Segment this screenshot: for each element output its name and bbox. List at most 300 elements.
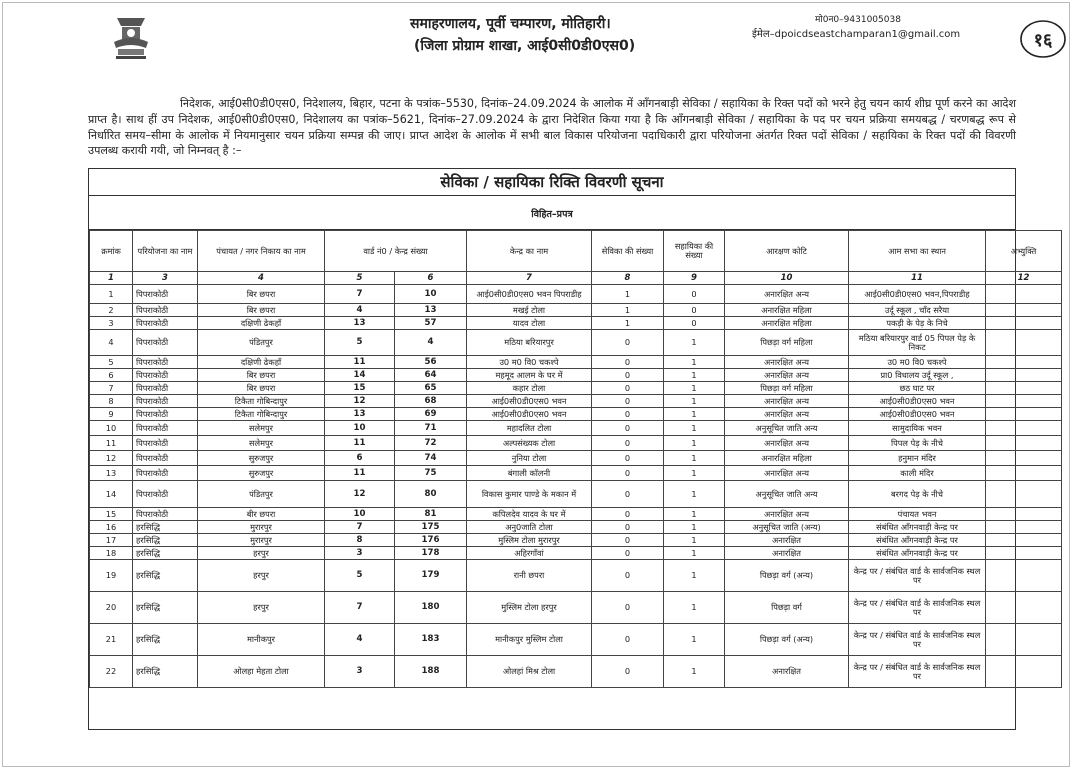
cell-panchayat: हरपुर (198, 547, 325, 560)
cell-ward: 4 (325, 624, 395, 656)
cell-panchayat: मुरारपुर (198, 534, 325, 547)
cell-centre-name: यादव टोला (467, 317, 592, 330)
cell-panchayat: मानीकपुर (198, 624, 325, 656)
cell-sahayika: 1 (664, 408, 725, 421)
cell-centre-number: 179 (395, 560, 467, 592)
cell-remarks (986, 534, 1062, 547)
cell-ward: 3 (325, 656, 395, 688)
cell-serial: 1 (90, 285, 133, 304)
cell-serial: 19 (90, 560, 133, 592)
cell-remarks (986, 547, 1062, 560)
cell-centre-number: 176 (395, 534, 467, 547)
cell-sevika: 0 (592, 382, 664, 395)
cell-project: हरसिद्धि (133, 534, 198, 547)
cell-reservation: अनारक्षित महिला (725, 304, 849, 317)
cell-reservation: अनारक्षित (725, 656, 849, 688)
cell-reservation: अनारक्षित (725, 534, 849, 547)
cell-serial: 7 (90, 382, 133, 395)
cell-ward: 7 (325, 521, 395, 534)
header-panchayat: पंचायत / नगर निकाय का नाम (198, 231, 325, 272)
cell-reservation: अनारक्षित अन्य (725, 508, 849, 521)
table-row (90, 534, 1062, 547)
cell-panchayat: सलेमपुर (198, 436, 325, 451)
cell-sahayika: 1 (664, 481, 725, 508)
cell-centre-number: 71 (395, 421, 467, 436)
cell-meeting-place: आई0सी0डी0एस0 भवन (849, 408, 986, 421)
table-row (90, 521, 1062, 534)
col-number: 5 (325, 272, 395, 285)
cell-sahayika: 1 (664, 451, 725, 466)
cell-ward: 6 (325, 451, 395, 466)
cell-centre-name: विकास कुमार पाण्डे के मकान में (467, 481, 592, 508)
cell-project: हरसिद्धि (133, 560, 198, 592)
cell-panchayat: बिर छपरा (198, 382, 325, 395)
cell-reservation: पिछड़ा वर्ग महिला (725, 382, 849, 395)
col-number: 10 (725, 272, 849, 285)
cell-centre-number: 56 (395, 356, 467, 369)
cell-panchayat: सलेमपुर (198, 421, 325, 436)
header-ward-centre: वार्ड नं0 / केन्द्र संख्या (325, 231, 467, 272)
cell-centre-name: कहार टोला (467, 382, 592, 395)
cell-remarks (986, 356, 1062, 369)
col-number: 9 (664, 272, 725, 285)
cell-project: हरसिद्धि (133, 624, 198, 656)
cell-sahayika: 1 (664, 592, 725, 624)
cell-remarks (986, 285, 1062, 304)
col-number: 1 (90, 272, 133, 285)
cell-remarks (986, 521, 1062, 534)
cell-sahayika: 1 (664, 421, 725, 436)
cell-remarks (986, 330, 1062, 356)
cell-centre-name: नुनिया टोला (467, 451, 592, 466)
cell-centre-number: 72 (395, 436, 467, 451)
cell-project: पिपराकोठी (133, 330, 198, 356)
table-row (90, 330, 1062, 356)
cell-ward: 12 (325, 481, 395, 508)
col-number: 11 (849, 272, 986, 285)
cell-ward: 12 (325, 395, 395, 408)
vacancy-table (89, 230, 1062, 688)
cell-remarks (986, 624, 1062, 656)
table-row (90, 436, 1062, 451)
page-stamp-number: १६ (1033, 30, 1053, 51)
cell-centre-number: 75 (395, 466, 467, 481)
cell-ward: 14 (325, 369, 395, 382)
col-number: 8 (592, 272, 664, 285)
cell-sevika: 0 (592, 451, 664, 466)
cell-project: पिपराकोठी (133, 421, 198, 436)
office-title: समाहरणालय, पूर्वी चम्पारण, मोतिहारी। (410, 16, 611, 32)
cell-panchayat: दक्षिणी ढेकहाँ (198, 317, 325, 330)
cell-centre-number: 57 (395, 317, 467, 330)
cell-centre-number: 80 (395, 481, 467, 508)
table-subtitle: विहित–प्रपत्र (531, 209, 573, 220)
table-row (90, 382, 1062, 395)
cell-meeting-place: हनुमान मंदिर (849, 451, 986, 466)
cell-sevika: 0 (592, 369, 664, 382)
col-number: 4 (198, 272, 325, 285)
cell-sahayika: 1 (664, 656, 725, 688)
cell-sevika: 0 (592, 330, 664, 356)
cell-serial: 22 (90, 656, 133, 688)
cell-panchayat: बिर छपरा (198, 304, 325, 317)
cell-meeting-place: काली मंदिर (849, 466, 986, 481)
header-sahayika-count: सहायिका की संख्या (664, 231, 725, 272)
cell-meeting-place: पंचायत भवन (849, 508, 986, 521)
cell-sahayika: 1 (664, 560, 725, 592)
cell-meeting-place: बरगद पेड़ के नीचे (849, 481, 986, 508)
cell-centre-number: 4 (395, 330, 467, 356)
header-reservation: आरक्षण कोटि (725, 231, 849, 272)
column-number-row (90, 272, 1062, 285)
cell-remarks (986, 408, 1062, 421)
header-remarks: अभ्युक्ति (986, 231, 1062, 272)
cell-sevika: 0 (592, 592, 664, 624)
cell-remarks (986, 436, 1062, 451)
cell-reservation: अनुसूचित जाति (अन्य) (725, 521, 849, 534)
table-row (90, 304, 1062, 317)
cell-reservation: अनारक्षित (725, 547, 849, 560)
cell-ward: 7 (325, 592, 395, 624)
cell-panchayat: ओलहा मेहता टोला (198, 656, 325, 688)
cell-panchayat: दक्षिणी ढेकहाँ (198, 356, 325, 369)
cell-sevika: 1 (592, 285, 664, 304)
table-row (90, 624, 1062, 656)
table-row (90, 421, 1062, 436)
cell-centre-number: 180 (395, 592, 467, 624)
cell-meeting-place: पिपल पेड़ के नीचे (849, 436, 986, 451)
cell-reservation: अनारक्षित अन्य (725, 369, 849, 382)
cell-sevika: 0 (592, 534, 664, 547)
cell-project: पिपराकोठी (133, 508, 198, 521)
cell-centre-name: मखई टोला (467, 304, 592, 317)
cell-reservation: अनारक्षित अन्य (725, 395, 849, 408)
cell-ward: 15 (325, 382, 395, 395)
table-row (90, 395, 1062, 408)
cell-project: पिपराकोठी (133, 317, 198, 330)
table-row (90, 481, 1062, 508)
email-address: ईमेल–dpoicdseastchamparan1@gmail.com (752, 29, 961, 40)
cell-serial: 11 (90, 436, 133, 451)
cell-meeting-place: उ0 म0 वि0 चकश्पे (849, 356, 986, 369)
cell-ward: 13 (325, 317, 395, 330)
cell-sahayika: 1 (664, 369, 725, 382)
cell-project: पिपराकोठी (133, 369, 198, 382)
cell-centre-number: 64 (395, 369, 467, 382)
cell-meeting-place: उर्दू स्कूल , चाँद सरैया (849, 304, 986, 317)
cell-sahayika: 1 (664, 508, 725, 521)
cell-remarks (986, 369, 1062, 382)
cell-sevika: 0 (592, 356, 664, 369)
cell-meeting-place: केन्द्र पर / संबंधित वार्ड के सार्वजनिक स्थल पर (849, 592, 986, 624)
cell-reservation: अनारक्षित अन्य (725, 466, 849, 481)
cell-project: पिपराकोठी (133, 356, 198, 369)
cell-serial: 10 (90, 421, 133, 436)
cell-project: हरसिद्धि (133, 521, 198, 534)
cell-sahayika: 0 (664, 317, 725, 330)
cell-serial: 8 (90, 395, 133, 408)
cell-project: पिपराकोठी (133, 466, 198, 481)
cell-panchayat: सुरुजपुर (198, 466, 325, 481)
cell-project: पिपराकोठी (133, 285, 198, 304)
table-row (90, 508, 1062, 521)
cell-centre-name: आई0सी0डी0एस0 भवन (467, 408, 592, 421)
cell-meeting-place: मठिया बरियारपुर वार्ड 05 पिपल पेड़ के निकट (849, 330, 986, 356)
cell-centre-name: आई0सी0डी0एस0 भवन पिपराडीह (467, 285, 592, 304)
cell-project: पिपराकोठी (133, 451, 198, 466)
cell-meeting-place: प्रा0 विधालय उर्दू स्कूल , (849, 369, 986, 382)
cell-panchayat: बिर छपरा (198, 285, 325, 304)
cell-centre-name: अल्पसंख्यक टोला (467, 436, 592, 451)
cell-sahayika: 1 (664, 521, 725, 534)
cell-project: पिपराकोठी (133, 481, 198, 508)
cell-reservation: अनारक्षित अन्य (725, 436, 849, 451)
cell-centre-name: कपिलदेव यादव के घर में (467, 508, 592, 521)
cell-sahayika: 1 (664, 534, 725, 547)
cell-sahayika: 1 (664, 395, 725, 408)
cell-sevika: 0 (592, 395, 664, 408)
cell-reservation: अनारक्षित अन्य (725, 408, 849, 421)
cell-project: पिपराकोठी (133, 304, 198, 317)
cell-centre-name: अनु0जाति टोला (467, 521, 592, 534)
table-row (90, 451, 1062, 466)
cell-serial: 12 (90, 451, 133, 466)
table-row (90, 369, 1062, 382)
cell-panchayat: बिर छपरा (198, 369, 325, 382)
cell-project: पिपराकोठी (133, 382, 198, 395)
cell-serial: 3 (90, 317, 133, 330)
cell-sevika: 0 (592, 508, 664, 521)
table-row (90, 317, 1062, 330)
cell-centre-name: महादलित टोला (467, 421, 592, 436)
cell-project: पिपराकोठी (133, 395, 198, 408)
cell-serial: 14 (90, 481, 133, 508)
cell-sahayika: 1 (664, 547, 725, 560)
cell-sevika: 0 (592, 421, 664, 436)
header-serial: क्रमांक (90, 231, 133, 272)
cell-centre-name: रानी छपरा (467, 560, 592, 592)
cell-project: हरसिद्धि (133, 592, 198, 624)
cell-serial: 9 (90, 408, 133, 421)
cell-reservation: अनारक्षित अन्य (725, 285, 849, 304)
table-row (90, 547, 1062, 560)
cell-reservation: पिछड़ा वर्ग (अन्य) (725, 624, 849, 656)
cell-remarks (986, 382, 1062, 395)
cell-reservation: अनारक्षित अन्य (725, 356, 849, 369)
cell-centre-number: 65 (395, 382, 467, 395)
cell-sahayika: 1 (664, 330, 725, 356)
cell-centre-name: आई0सी0डी0एस0 भवन (467, 395, 592, 408)
cell-centre-name: मठिया बरियारपुर (467, 330, 592, 356)
header-project: परियोजना का नाम (133, 231, 198, 272)
cell-centre-name: महमूद आलम के घर में (467, 369, 592, 382)
cell-ward: 11 (325, 356, 395, 369)
header-sevika-count: सेविका की संख्या (592, 231, 664, 272)
cell-meeting-place: केन्द्र पर / संबंधित वार्ड के सार्वजनिक स्थल पर (849, 560, 986, 592)
cell-reservation: पिछड़ा वर्ग महिला (725, 330, 849, 356)
cell-project: हरसिद्धि (133, 547, 198, 560)
page-number-stamp (1018, 18, 1068, 60)
table-body (90, 285, 1062, 688)
cell-centre-name: ओलहां मिश्र टोला (467, 656, 592, 688)
cell-panchayat: मुरारपुर (198, 521, 325, 534)
cell-centre-number: 69 (395, 408, 467, 421)
cell-sevika: 0 (592, 408, 664, 421)
cell-reservation: पिछड़ा वर्ग (अन्य) (725, 560, 849, 592)
table-row (90, 285, 1062, 304)
table-row (90, 656, 1062, 688)
cell-centre-number: 175 (395, 521, 467, 534)
branch-title: (जिला प्रोग्राम शाखा, आई0सी0डी0एस0) (414, 38, 636, 54)
cell-meeting-place: संबंधित आँगनवाड़ी केन्द्र पर (849, 534, 986, 547)
cell-sahayika: 1 (664, 382, 725, 395)
table-row (90, 408, 1062, 421)
cell-panchayat: हरपुर (198, 592, 325, 624)
cell-serial: 17 (90, 534, 133, 547)
cell-centre-name: मानीकपुर मुस्लिम टोला (467, 624, 592, 656)
cell-reservation: अनुसूचित जाति अन्य (725, 421, 849, 436)
cell-reservation: अनुसूचित जाति अन्य (725, 481, 849, 508)
cell-remarks (986, 304, 1062, 317)
cell-project: पिपराकोठी (133, 436, 198, 451)
cell-panchayat: बीर छपरा (198, 508, 325, 521)
cell-remarks (986, 395, 1062, 408)
cell-sevika: 0 (592, 481, 664, 508)
cell-serial: 16 (90, 521, 133, 534)
cell-ward: 5 (325, 330, 395, 356)
cell-centre-number: 81 (395, 508, 467, 521)
cell-centre-name: मुस्लिम टोला मुरारपुर (467, 534, 592, 547)
cell-serial: 6 (90, 369, 133, 382)
cell-reservation: पिछड़ा वर्ग (725, 592, 849, 624)
cell-centre-number: 13 (395, 304, 467, 317)
cell-sevika: 0 (592, 436, 664, 451)
cell-reservation: अनारक्षित महिला (725, 317, 849, 330)
cell-sevika: 0 (592, 656, 664, 688)
cell-remarks (986, 421, 1062, 436)
cell-ward: 10 (325, 508, 395, 521)
cell-centre-number: 183 (395, 624, 467, 656)
cell-sevika: 0 (592, 560, 664, 592)
cell-panchayat: पंडितपुर (198, 330, 325, 356)
cell-reservation: अनारक्षित महिला (725, 451, 849, 466)
cell-meeting-place: संबंधित आँगनवाड़ी केन्द्र पर (849, 547, 986, 560)
cell-meeting-place: आई0सी0डी0एस0 भवन (849, 395, 986, 408)
cell-centre-number: 74 (395, 451, 467, 466)
cell-panchayat: सुरुजपुर (198, 451, 325, 466)
cell-sevika: 1 (592, 317, 664, 330)
cell-meeting-place: संबंधित आँगनवाड़ी केन्द्र पर (849, 521, 986, 534)
col-number: 7 (467, 272, 592, 285)
table-row (90, 592, 1062, 624)
cell-serial: 15 (90, 508, 133, 521)
cell-ward: 7 (325, 285, 395, 304)
table-row (90, 560, 1062, 592)
cell-centre-number: 10 (395, 285, 467, 304)
cell-centre-name: उ0 म0 वि0 चकश्पे (467, 356, 592, 369)
header-meeting-place: आम सभा का स्थान (849, 231, 986, 272)
cell-meeting-place: सामुदायिक भवन (849, 421, 986, 436)
cell-remarks (986, 317, 1062, 330)
cell-project: हरसिद्धि (133, 656, 198, 688)
cell-sahayika: 1 (664, 466, 725, 481)
cell-panchayat: हरपुर (198, 560, 325, 592)
cell-remarks (986, 560, 1062, 592)
cell-meeting-place: आई0सी0डी0एस0 भवन,पिपराडीह (849, 285, 986, 304)
cell-remarks (986, 451, 1062, 466)
cell-ward: 3 (325, 547, 395, 560)
cell-sahayika: 1 (664, 436, 725, 451)
cell-centre-name: मुस्लिम टोला हरपुर (467, 592, 592, 624)
table-row (90, 466, 1062, 481)
cell-ward: 11 (325, 436, 395, 451)
cell-centre-name: बंगाली कॉलनी (467, 466, 592, 481)
cell-serial: 18 (90, 547, 133, 560)
cell-ward: 13 (325, 408, 395, 421)
cell-serial: 4 (90, 330, 133, 356)
table-header-row (90, 231, 1062, 272)
cell-ward: 11 (325, 466, 395, 481)
table-title: सेविका / सहायिका रिक्ति विवरणी सूचना (89, 169, 1015, 196)
cell-panchayat: पंडितपुर (198, 481, 325, 508)
cell-sevika: 0 (592, 521, 664, 534)
cell-project: पिपराकोठी (133, 408, 198, 421)
cell-remarks (986, 508, 1062, 521)
cell-panchayat: टिकैता गोबिन्दापुर (198, 395, 325, 408)
cell-remarks (986, 656, 1062, 688)
cell-ward: 5 (325, 560, 395, 592)
cell-ward: 10 (325, 421, 395, 436)
cell-remarks (986, 592, 1062, 624)
cell-ward: 4 (325, 304, 395, 317)
cell-centre-number: 178 (395, 547, 467, 560)
cell-meeting-place: पकड़ी के पेड़ के निचे (849, 317, 986, 330)
cell-sahayika: 0 (664, 304, 725, 317)
header-centre-name: केन्द्र का नाम (467, 231, 592, 272)
cell-serial: 13 (90, 466, 133, 481)
col-number: 12 (986, 272, 1062, 285)
cell-meeting-place: केन्द्र पर / संबंधित वार्ड के सार्वजनिक स्थल पर (849, 624, 986, 656)
cell-sevika: 1 (592, 304, 664, 317)
col-number: 3 (133, 272, 198, 285)
intro-paragraph: निदेशक, आई0सी0डी0एस0, निदेशालय, बिहार, पटना के पत्रांक–5530, दिनांक–24.09.2024 के आलोक में आँगनबाड़ी सेविका / सहायिका के रिक्त पदों को भरने हेतु चयन कार्य शीघ्र पूर्ण करने का आदेश प्राप्त है। साथ हीं उप निदेशक, आई0सी0डी0एस0, निदेशालय का पत्रांक–5621, दिनांक–27.09.2024 के द्वारा निदेशित किया गया है कि आँगनबाड़ी सेविका / सहायिका के पद पर चयन प्रक्रिया समयबद्ध / चरणबद्ध रूप से निर्धारित समय–सीमा के आलोक में नियमानुसार चयन प्रक्रिया सम्पन्न की जाए। प्राप्त आदेश के आलोक में सभी बाल विकास परियोजना पदाधिकारी द्वारा परियोजना अंतर्गत रिक्त पदों सेविका / सहायिका के रिक्त पदों की विवरणी उपलब्ध करायी गयी, जो निम्नवत् है :– (88, 97, 1016, 158)
cell-serial: 21 (90, 624, 133, 656)
cell-sevika: 0 (592, 624, 664, 656)
cell-meeting-place: केन्द्र पर / संबंधित वार्ड के सार्वजनिक स्थल पर (849, 656, 986, 688)
cell-serial: 2 (90, 304, 133, 317)
cell-meeting-place: छठ घाट पर (849, 382, 986, 395)
cell-serial: 20 (90, 592, 133, 624)
government-emblem-icon (108, 12, 154, 62)
cell-centre-number: 188 (395, 656, 467, 688)
cell-serial: 5 (90, 356, 133, 369)
cell-centre-name: अहिरगाँवां (467, 547, 592, 560)
cell-sevika: 0 (592, 547, 664, 560)
phone-number: मो0न0–9431005038 (815, 15, 901, 25)
cell-sahayika: 1 (664, 624, 725, 656)
cell-sevika: 0 (592, 466, 664, 481)
cell-remarks (986, 481, 1062, 508)
cell-panchayat: टिकैता गोबिन्दापुर (198, 408, 325, 421)
col-number: 6 (395, 272, 467, 285)
table-row (90, 356, 1062, 369)
cell-remarks (986, 466, 1062, 481)
vacancy-table-container (88, 168, 1037, 730)
cell-ward: 8 (325, 534, 395, 547)
cell-sahayika: 0 (664, 285, 725, 304)
cell-sahayika: 1 (664, 356, 725, 369)
cell-centre-number: 68 (395, 395, 467, 408)
